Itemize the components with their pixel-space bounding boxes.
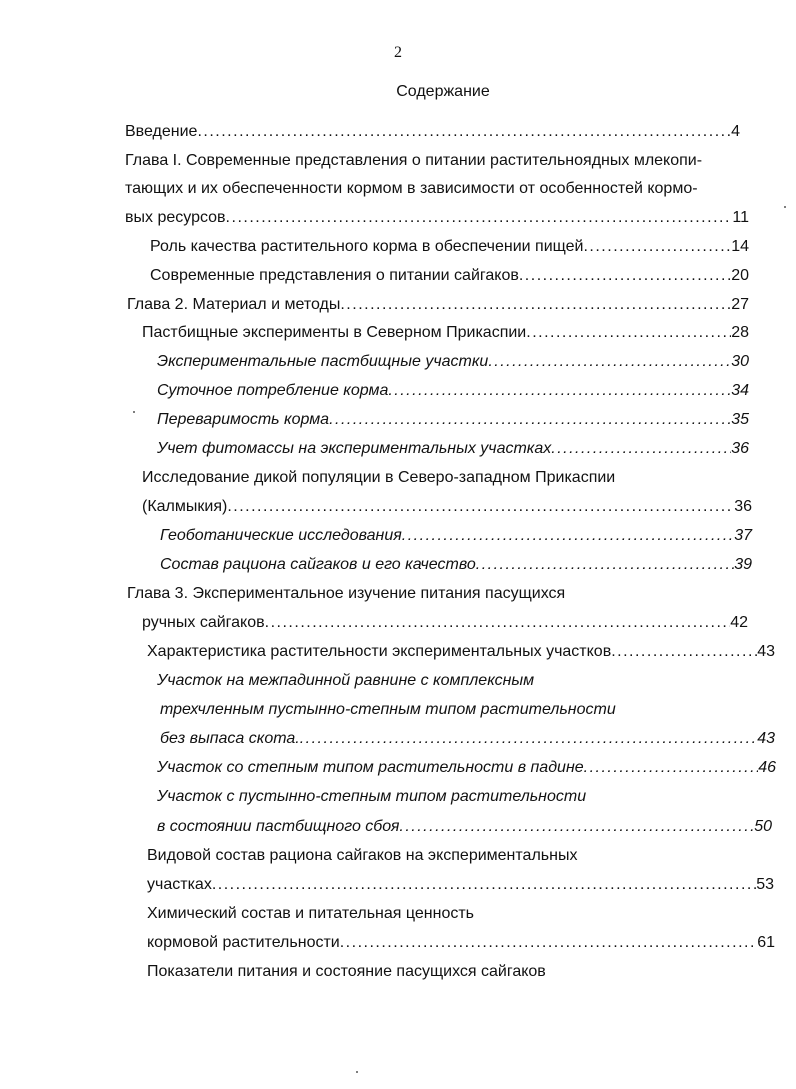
toc-leader xyxy=(197,120,731,144)
toc-title: Содержание xyxy=(396,83,490,100)
toc-entry xyxy=(160,698,760,722)
toc-entry-text: Состав рациона сайгаков и его качество xyxy=(160,556,476,573)
toc-entry xyxy=(147,902,747,926)
toc-entry-text: Исследование дикой популяции в Северо-западном Прикаспии xyxy=(142,469,616,486)
toc-entry-page: 46 xyxy=(758,759,776,776)
toc-entry xyxy=(157,669,757,693)
toc-entry-text: Глава 3. Экспериментальное изучение питания пасущихся xyxy=(127,585,566,602)
toc-leader xyxy=(584,756,759,780)
toc-entry-text: Учет фитомассы на экспериментальных участках xyxy=(157,440,552,457)
toc-entry-page: 36 xyxy=(731,440,749,457)
toc-entry-text: Пастбищные эксперименты в Северном Прикаспии xyxy=(142,324,527,341)
toc-entry xyxy=(147,873,774,897)
toc-entry-text: Участок со степным типом растительности в падине xyxy=(157,759,584,776)
toc-entry xyxy=(147,844,747,868)
toc-entry xyxy=(160,553,752,577)
toc-entry xyxy=(125,120,740,144)
toc-entry-page: 4 xyxy=(731,123,740,140)
toc-entry-text: в состоянии пастбищного сбоя xyxy=(157,818,400,835)
toc-entry xyxy=(157,408,749,432)
toc-entry-page: 42 xyxy=(730,614,748,631)
toc-leader xyxy=(329,408,731,432)
toc-entry xyxy=(142,495,752,519)
toc-entry-text: Современные представления о питании сайгаков xyxy=(150,267,519,284)
toc-entry-text: Участок с пустынно-степным типом растительности xyxy=(157,788,587,805)
toc-entry-text: Видовой состав рациона сайгаков на экспериментальных xyxy=(147,847,578,864)
toc-leader xyxy=(399,815,754,839)
toc-leader xyxy=(611,640,757,664)
toc-entry-page: 37 xyxy=(734,527,752,544)
toc-leader xyxy=(340,293,731,317)
toc-entry xyxy=(160,727,775,751)
toc-entry-page: 34 xyxy=(731,382,749,399)
toc-entry-text: вых ресурсов xyxy=(125,209,226,226)
toc-entry xyxy=(125,177,751,201)
toc-leader xyxy=(519,264,731,288)
toc-entry xyxy=(157,379,749,403)
toc-entry xyxy=(142,611,748,635)
toc-entry xyxy=(157,350,749,374)
toc-leader xyxy=(227,495,734,519)
toc-entry-page: 35 xyxy=(731,411,749,428)
toc-leader xyxy=(340,931,757,955)
toc-leader xyxy=(402,524,734,548)
toc-entry-text: тающих и их обеспеченности кормом в зависимости от особенностей кормо- xyxy=(125,180,698,197)
toc-entry-page: 43 xyxy=(757,730,775,747)
toc-leader xyxy=(488,350,731,374)
toc-entry-text: Роль качества растительного корма в обеспечении пищей xyxy=(150,238,584,255)
toc-entry xyxy=(142,466,749,490)
toc-entry xyxy=(160,524,752,548)
toc-entry-text: Химический состав и питательная ценность xyxy=(147,905,474,922)
toc-entry-text: Показатели питания и состояние пасущихся сайгаков xyxy=(147,963,546,980)
toc-entry-page: 53 xyxy=(756,876,774,893)
toc-entry-page: 61 xyxy=(757,934,775,951)
toc-entry-page: 43 xyxy=(757,643,775,660)
toc-entry-text: Введение xyxy=(125,123,198,140)
toc-entry-text: (Калмыкия) xyxy=(142,498,228,515)
toc-leader xyxy=(265,611,731,635)
toc-entry-page: 39 xyxy=(734,556,752,573)
toc-entry-page: 30 xyxy=(731,353,749,370)
toc-entry xyxy=(147,931,775,955)
toc-entry-page: 27 xyxy=(731,296,749,313)
toc-entry-text: Переваримость корма xyxy=(157,411,330,428)
toc-entry-page: 28 xyxy=(731,324,749,341)
toc-entry-page: 11 xyxy=(732,209,749,226)
toc-entry-text: Геоботанические исследования xyxy=(160,527,402,544)
toc-entry xyxy=(157,437,749,461)
toc-leader xyxy=(526,321,731,345)
page-number: 2 xyxy=(394,44,402,61)
toc-entry xyxy=(142,321,749,345)
toc-leader xyxy=(212,873,756,897)
toc-entry xyxy=(157,815,772,839)
toc-entry xyxy=(147,640,775,664)
scan-speck xyxy=(784,206,786,208)
toc-leader xyxy=(300,727,757,751)
toc-entry-text: без выпаса скота. xyxy=(160,730,300,747)
toc-entry-text: Участок на межпадинной равнине с комплексным xyxy=(157,672,535,689)
toc-entry xyxy=(150,264,749,288)
toc-entry-text: участках xyxy=(147,876,212,893)
toc-entry-text: Суточное потребление корма xyxy=(157,382,389,399)
toc-entry-page: 14 xyxy=(731,238,749,255)
scan-speck xyxy=(133,411,135,413)
toc-leader xyxy=(551,437,731,461)
toc-entry-text: Характеристика растительности экспериментальных участков xyxy=(147,643,612,660)
toc-entry-text: трехчленным пустынно-степным типом растительности xyxy=(160,701,616,718)
toc-entry-text: Глава 2. Материал и методы xyxy=(127,296,341,313)
toc-entry xyxy=(127,293,749,317)
toc-entry-text: кормовой растительности xyxy=(147,934,340,951)
toc-entry-text: Глава I. Современные представления о питании растительноядных млекопи- xyxy=(125,152,703,169)
toc-leader xyxy=(476,553,734,577)
toc-entry xyxy=(157,785,757,809)
toc-leader xyxy=(388,379,731,403)
toc-entry xyxy=(147,960,747,984)
scan-speck xyxy=(356,1071,358,1073)
toc-entry xyxy=(150,235,749,259)
toc-entry-text: ручных сайгаков xyxy=(142,614,265,631)
toc-entry xyxy=(157,756,776,780)
toc-leader xyxy=(226,206,733,230)
toc-entry xyxy=(125,206,749,230)
toc-entry-page: 50 xyxy=(754,818,772,835)
toc-leader xyxy=(583,235,731,259)
toc-entry xyxy=(125,149,751,173)
toc-entry-text: Экспериментальные пастбищные участки xyxy=(157,353,489,370)
toc-entry-page: 36 xyxy=(734,498,752,515)
toc-entry xyxy=(127,582,747,606)
toc-entry-page: 20 xyxy=(731,267,749,284)
